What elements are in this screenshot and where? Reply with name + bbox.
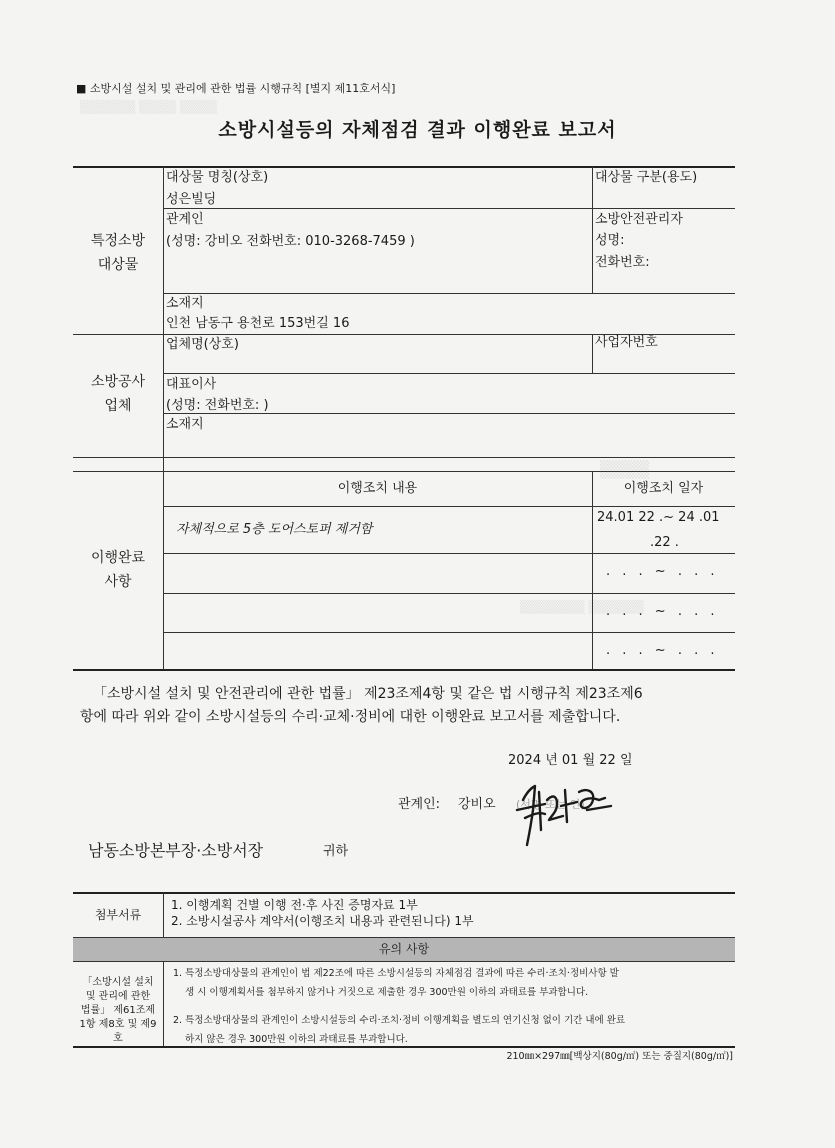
page-title: 소방시설등의 자체점검 결과 이행완료 보고서 <box>218 119 617 141</box>
representative-value: (성명: 전화번호: ) <box>166 398 269 413</box>
submission-date: 2024 년 01 월 22 일 <box>508 753 633 768</box>
statement-line-2: 항에 따라 위와 같이 소방시설등의 수리·교체·정비에 대한 이행완료 보고서를 제출합니다. <box>80 709 621 725</box>
row-divider <box>163 373 735 374</box>
reporter-name: 강비오 <box>458 797 496 812</box>
completion-date-divider <box>592 472 593 669</box>
row-divider <box>163 208 735 209</box>
target-name-label: 대상물 명칭(상호) <box>166 170 269 185</box>
target-section-label-2: 대상물 <box>97 257 139 273</box>
row-divider <box>163 413 735 414</box>
contractor-section-label: 소방공사 <box>90 374 146 390</box>
reporter-label: 관계인: <box>398 797 441 812</box>
target-section-label: 특정소방 <box>90 233 146 249</box>
bleed-through-text: ▒▒▒▒▒▒▒ ▒▒▒▒▒▒ <box>520 600 644 614</box>
law-reference-label-2: 및 관리에 관한 <box>85 991 151 1002</box>
signature-hint: (서명 또는 인) <box>516 798 585 811</box>
target-address-label: 소재지 <box>166 296 204 311</box>
notice-divider <box>163 961 164 1046</box>
col-header-content: 이행조치 내용 <box>337 481 418 496</box>
contractor-section-label-2: 업체 <box>104 398 132 414</box>
recipient-suffix: 귀하 <box>323 844 349 859</box>
action-date: . . . ~ . . . <box>606 604 719 619</box>
notice-item-2: 2. 특정소방대상물의 관계인이 소방시설등의 수리·조치·정비 이행계획을 별도의 연기신청 없이 기간 내에 완료 <box>173 1015 626 1026</box>
section-divider <box>73 471 735 472</box>
recipient-name: 남동소방본부장·소방서장 <box>88 841 264 860</box>
law-reference-label-4: 1항 제8호 및 제9 <box>79 1019 157 1030</box>
action-date-cont: .22 . <box>650 535 679 550</box>
business-number-label: 사업자번호 <box>595 335 658 350</box>
action-content: 자체적으로 5층 도어스토퍼 제거함 <box>176 522 373 537</box>
handwritten-signature-icon <box>505 770 620 850</box>
manager-value: (성명: 강비오 전화번호: 010-3268-7459 ) <box>166 234 415 249</box>
law-reference-label-5: 호 <box>113 1033 123 1044</box>
bleed-through-text: ▒▒▒▒ <box>600 460 650 479</box>
action-date: . . . ~ . . . <box>606 564 719 579</box>
target-name-divider <box>592 167 593 293</box>
target-type-label: 대상물 구분(용도) <box>595 170 698 185</box>
attachments-divider <box>163 893 164 937</box>
table-bottom-border <box>73 669 735 671</box>
attachment-item-1: 1. 이행계획 건별 이행 전·후 사진 증명자료 1부 <box>171 898 418 912</box>
row-divider <box>163 506 735 507</box>
attachments-top-border <box>73 892 735 894</box>
safety-manager-label: 소방안전관리자 <box>595 212 683 227</box>
row-divider <box>163 632 735 633</box>
row-divider <box>163 293 735 294</box>
safety-manager-name-label: 성명: <box>595 233 625 248</box>
law-reference-label: 「소방시설 설치 <box>82 977 154 988</box>
completion-section-label: 이행완료 <box>90 550 146 566</box>
completion-section-label-2: 사항 <box>104 574 132 590</box>
attachments-label: 첨부서류 <box>94 908 142 922</box>
row-divider <box>163 553 735 554</box>
safety-manager-phone-label: 전화번호: <box>595 255 650 270</box>
company-name-label: 업체명(상호) <box>166 337 239 352</box>
row-divider <box>163 593 735 594</box>
notice-item-2-cont: 하지 않은 경우 300만원 이하의 과태료를 부과합니다. <box>185 1034 408 1045</box>
bleed-through-text: ▒▒▒▒▒▒ ▒▒▒▒ ▒▒▒▒ <box>80 100 217 114</box>
table-top-border <box>73 166 735 168</box>
contractor-address-label: 소재지 <box>166 417 204 432</box>
target-name-value: 성은빌딩 <box>166 192 217 207</box>
attachment-item-2: 2. 소방시설공사 계약서(이행조치 내용과 관련된니다) 1부 <box>171 914 474 928</box>
law-reference-label-3: 법률」 제61조제 <box>80 1005 156 1016</box>
action-date: 24.01 22 .~ 24 .01 <box>597 510 720 525</box>
manager-label: 관계인 <box>166 212 204 227</box>
notice-bottom-border <box>73 1046 735 1048</box>
notice-header: 유의 사항 <box>378 942 430 956</box>
notice-item-1-cont: 생 시 이행계획서를 첨부하지 않거나 거짓으로 제출한 경우 300만원 이하의 과태료를 부과합니다. <box>185 987 589 998</box>
paper-specification: 210㎜×297㎜[백상지(80g/㎡) 또는 중질지(80g/㎡)] <box>506 1051 733 1062</box>
action-date: . . . ~ . . . <box>606 643 719 658</box>
legal-reference: ■ 소방시설 설치 및 관리에 관한 법률 시행규칙 [별지 제11호서식] <box>76 82 396 95</box>
statement-line-1: 「소방시설 설치 및 안전관리에 관한 법률」 제23조제4항 및 같은 법 시행규칙 제23조제6 <box>93 686 643 702</box>
representative-label: 대표이사 <box>166 377 217 392</box>
target-address-value: 인천 남동구 용천로 153번길 16 <box>166 316 350 331</box>
company-divider <box>592 335 593 373</box>
notice-item-1: 1. 특정소방대상물의 관계인이 법 제22조에 따른 소방시설등의 자체점검 결과에 따른 수리·조치·정비사항 발 <box>173 968 619 979</box>
col-header-date: 이행조치 일자 <box>623 481 704 496</box>
section-divider <box>73 457 735 458</box>
